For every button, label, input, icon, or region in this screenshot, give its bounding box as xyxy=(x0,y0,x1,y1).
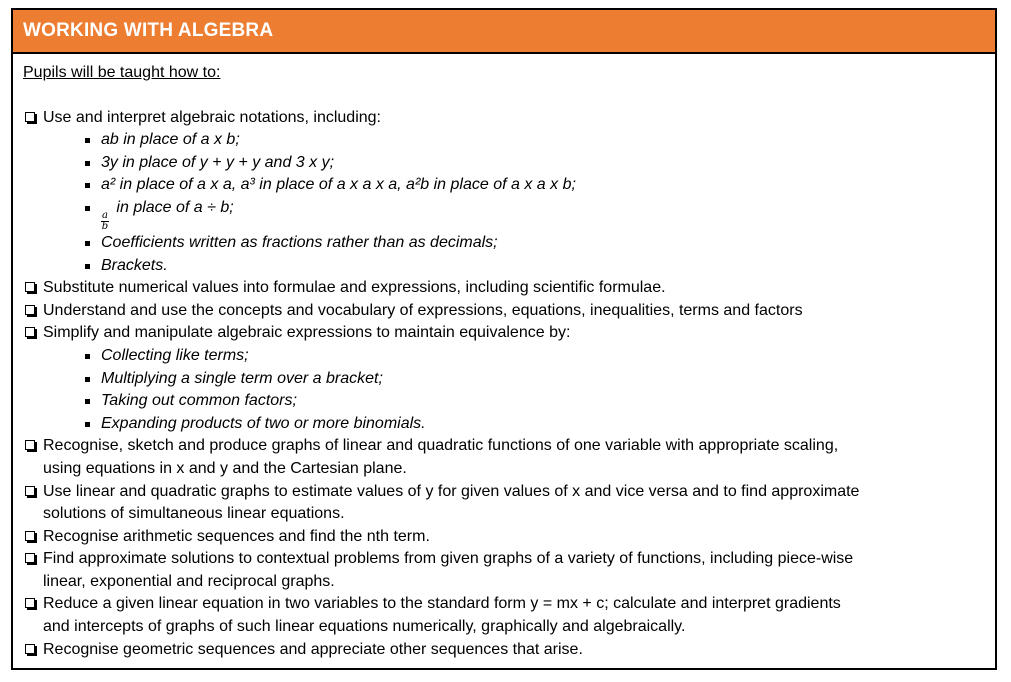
item-line: Recognise arithmetic sequences and find the nth term. xyxy=(43,527,430,545)
square-bullet-icon xyxy=(85,399,90,404)
square-bullet-icon xyxy=(85,354,90,359)
checkbox-icon xyxy=(25,327,35,337)
sub-item xyxy=(23,152,985,175)
item-line: Recognise geometric sequences and appreciate other sequences that arise. xyxy=(43,640,583,658)
sub-item xyxy=(23,345,985,368)
list-item xyxy=(23,300,985,323)
checkbox-icon xyxy=(25,305,35,315)
item-line: Substitute numerical values into formulae and expressions, including scientific formulae. xyxy=(43,279,666,297)
item-line: solutions of simultaneous linear equations. xyxy=(43,505,345,523)
checkbox-icon xyxy=(25,440,35,450)
item-line: using equations in x and y and the Cartesian plane. xyxy=(43,459,407,477)
item-line: linear, exponential and reciprocal graphs. xyxy=(43,572,335,590)
sub-item-text: Taking out common factors; xyxy=(101,392,297,410)
content-area xyxy=(13,54,995,661)
item-line: Find approximate solutions to contextual problems from given graphs of a variety of functions, including piece-wise xyxy=(43,550,854,568)
item-line: Understand and use the concepts and vocabulary of expressions, equations, inequalities, terms and factors xyxy=(43,301,803,319)
curriculum-box xyxy=(11,8,997,670)
sub-item-text: Multiplying a single term over a bracket; xyxy=(101,369,383,387)
sub-item-text: Expanding products of two or more binomials. xyxy=(101,414,426,432)
sub-item-text: Collecting like terms; xyxy=(101,346,249,364)
checkbox-icon xyxy=(25,644,35,654)
square-bullet-icon xyxy=(85,138,90,143)
sub-item-text: Coefficients written as fractions rather than as decimals; xyxy=(101,233,498,251)
fraction-denominator: b xyxy=(101,220,109,232)
checkbox-icon xyxy=(25,486,35,496)
checkbox-icon xyxy=(25,598,35,608)
item-line: Use and interpret algebraic notations, including: xyxy=(43,108,381,126)
square-bullet-icon xyxy=(85,422,90,427)
item-line: Reduce a given linear equation in two variables to the standard form y = mx + c; calculate and interpret gradients xyxy=(43,595,841,613)
sub-item xyxy=(23,174,985,197)
list-item xyxy=(23,639,985,662)
item-line: Use linear and quadratic graphs to estimate values of y for given values of x and vice versa and to find approximate xyxy=(43,482,860,500)
checkbox-icon xyxy=(25,553,35,563)
list-item xyxy=(23,277,985,300)
item-line: Simplify and manipulate algebraic expressions to maintain equivalence by: xyxy=(43,324,571,342)
sub-item-text: 3y in place of y + y + y and 3 x y; xyxy=(101,153,335,171)
sub-item xyxy=(23,368,985,391)
square-bullet-icon xyxy=(85,377,90,382)
square-bullet-icon xyxy=(85,241,90,246)
list-item xyxy=(23,481,985,526)
item-line: and intercepts of graphs of such linear equations numerically, graphically and algebraically. xyxy=(43,618,686,636)
list-item xyxy=(23,322,985,345)
sub-item xyxy=(23,255,985,278)
square-bullet-icon xyxy=(85,183,90,188)
list-item xyxy=(23,526,985,549)
list-item xyxy=(23,107,985,130)
list-item xyxy=(23,548,985,593)
fraction xyxy=(101,211,109,232)
square-bullet-icon xyxy=(85,264,90,269)
sub-item-text: Brackets. xyxy=(101,256,168,274)
item-line: Recognise, sketch and produce graphs of linear and quadratic functions of one variable with appropriate scaling, xyxy=(43,437,839,455)
square-bullet-icon xyxy=(85,161,90,166)
fraction-numerator: a xyxy=(102,209,108,221)
sub-item-text: ab in place of a x b; xyxy=(101,131,240,149)
list-item xyxy=(23,593,985,638)
sub-item xyxy=(23,129,985,152)
square-bullet-icon xyxy=(85,206,90,211)
checkbox-icon xyxy=(25,282,35,292)
sub-item xyxy=(23,232,985,255)
section-header xyxy=(13,10,995,54)
sub-item xyxy=(23,413,985,436)
sub-item-text: in place of a ÷ b; xyxy=(116,198,234,216)
section-title: WORKING WITH ALGEBRA xyxy=(23,20,274,41)
sub-item-text: a² in place of a x a, a³ in place of a x a x a, a²b in place of a x a x b; xyxy=(101,176,576,194)
sub-item xyxy=(23,390,985,413)
sub-item xyxy=(23,197,985,232)
checkbox-icon xyxy=(25,112,35,122)
list-item xyxy=(23,435,985,480)
checkbox-icon xyxy=(25,531,35,541)
intro-text: Pupils will be taught how to: xyxy=(23,64,221,81)
